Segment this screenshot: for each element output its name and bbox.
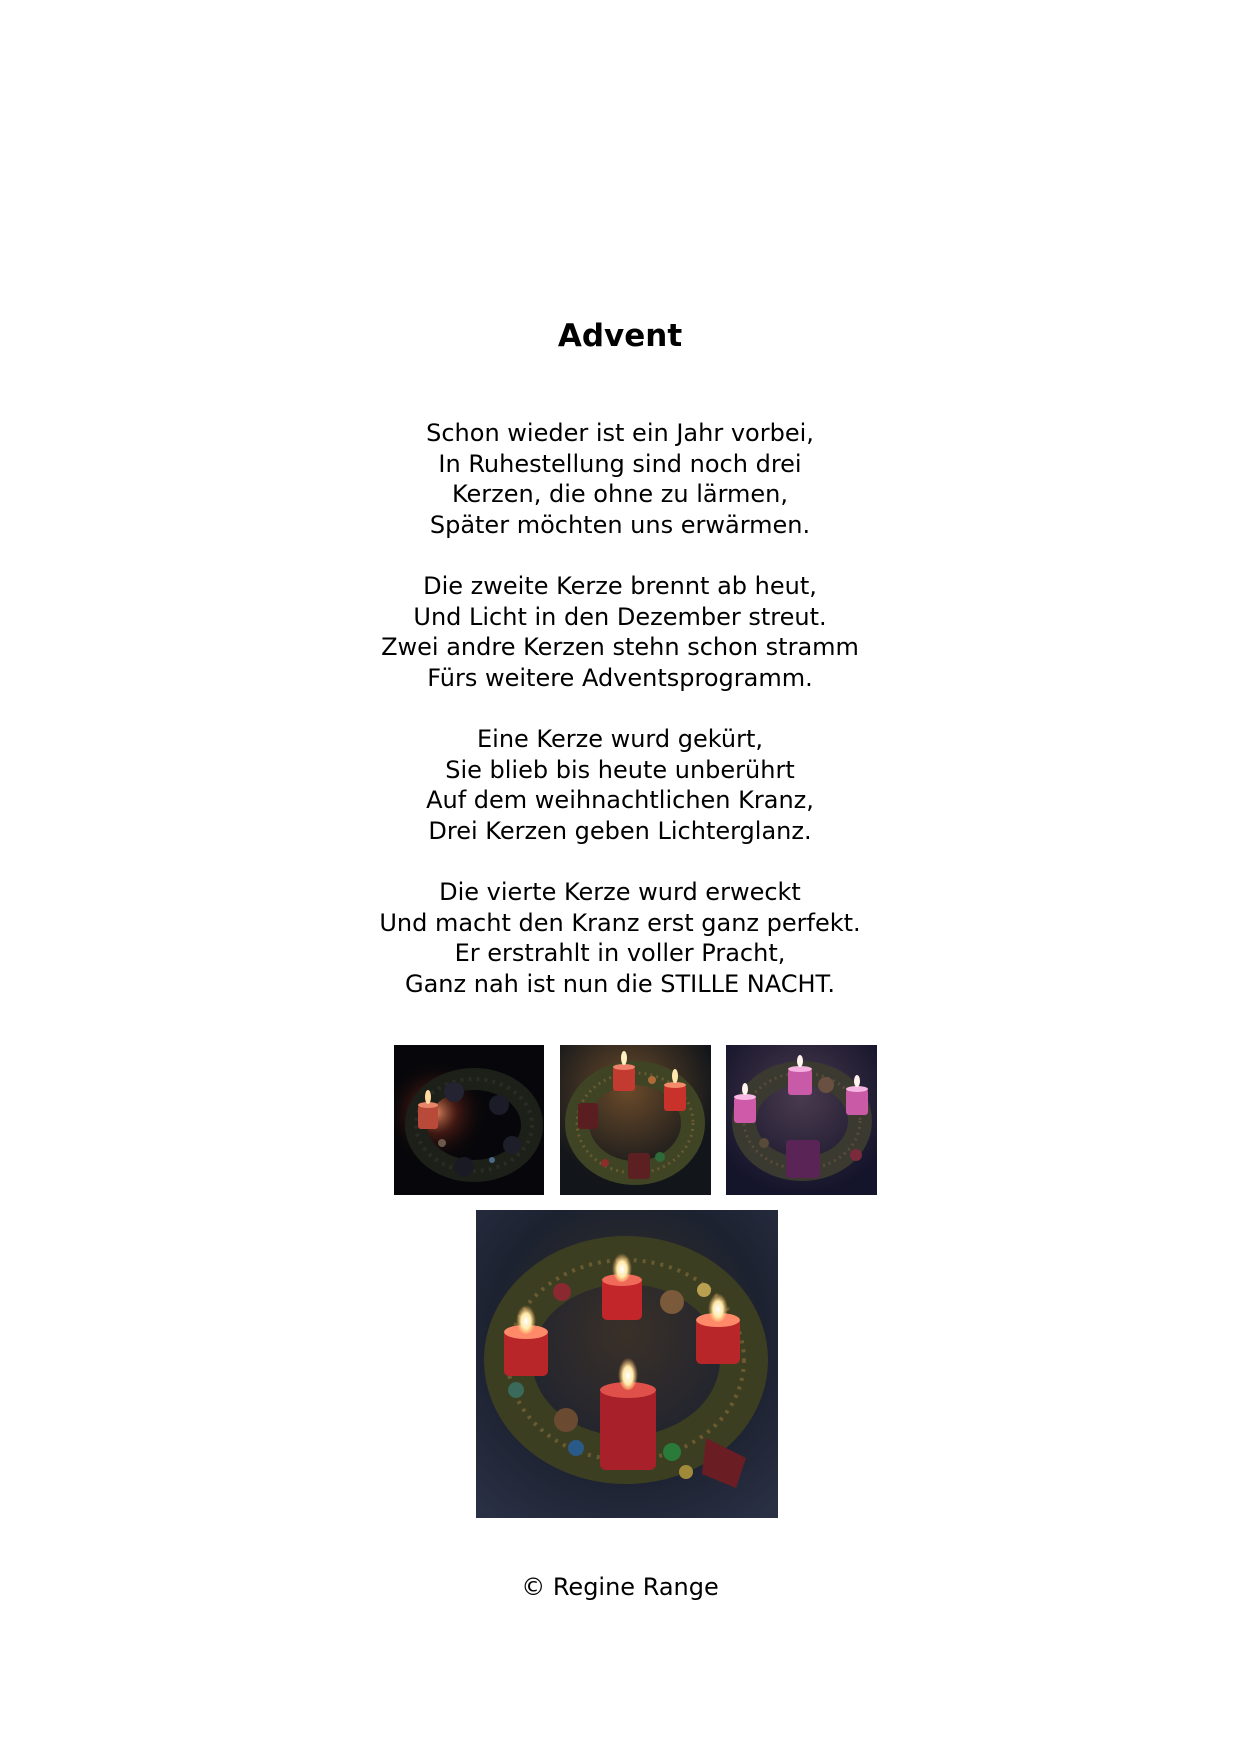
poem-body — [0, 418, 1240, 1030]
stanza-4 — [0, 877, 1240, 999]
poem-line: Ganz nah ist nun die STILLE NACHT. — [405, 969, 835, 998]
poem-line: In Ruhestellung sind noch drei — [438, 449, 802, 478]
wreath-photo-first-advent — [394, 1045, 544, 1195]
stanza-1 — [0, 418, 1240, 540]
poem-line: Drei Kerzen geben Lichterglanz. — [428, 816, 812, 845]
wreath-photo-third-advent — [726, 1045, 877, 1195]
poem-line: Und Licht in den Dezember streut. — [413, 602, 827, 631]
poem-line: Später möchten uns erwärmen. — [429, 510, 811, 539]
poem-title: Advent — [557, 318, 683, 354]
poem-line: Und macht den Kranz erst ganz perfekt. — [379, 908, 861, 937]
stanza-3 — [0, 724, 1240, 846]
wreath-photo-fourth-advent — [476, 1210, 778, 1518]
poem-line: Kerzen, die ohne zu lärmen, — [451, 480, 789, 508]
stanza-2 — [0, 571, 1240, 693]
poem-line: Sie blieb bis heute unberührt — [445, 755, 795, 784]
poem-line: Schon wieder ist ein Jahr vorbei, — [426, 419, 814, 447]
wreath-photo-second-advent — [560, 1045, 711, 1195]
poem-line: Auf dem weihnachtlichen Kranz, — [426, 786, 814, 814]
poem-line: Eine Kerze wurd gekürt, — [476, 725, 764, 753]
poem-line: Die zweite Kerze brennt ab heut, — [423, 572, 817, 600]
poem-line: Zwei andre Kerzen stehn schon stramm — [381, 633, 859, 661]
poem-line: Fürs weitere Adventsprogramm. — [427, 663, 813, 692]
copyright-notice: © Regine Range — [521, 1573, 719, 1601]
poem-line: Die vierte Kerze wurd erweckt — [439, 878, 801, 906]
poem-line: Er erstrahlt in voller Pracht, — [454, 939, 786, 967]
